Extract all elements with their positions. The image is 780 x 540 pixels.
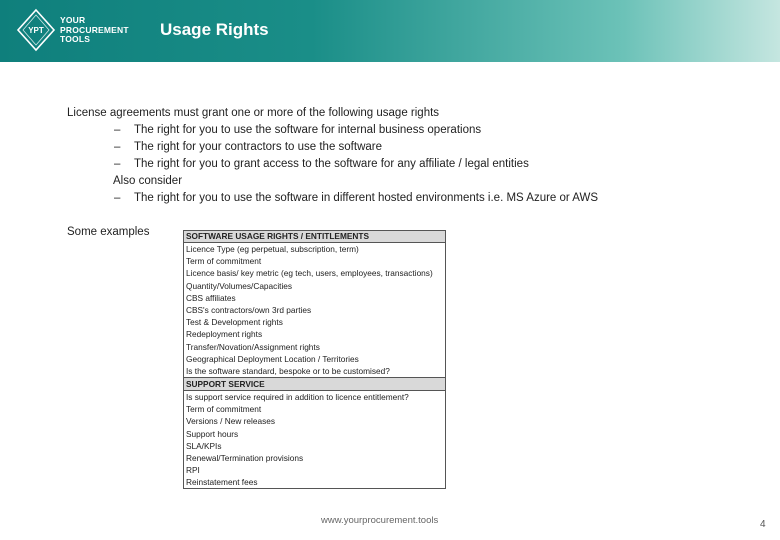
also-consider-text: Also consider: [113, 175, 183, 187]
ypt-logo-icon: [16, 8, 56, 52]
table-section-header: SOFTWARE USAGE RIGHTS / ENTITLEMENTS: [184, 231, 445, 243]
table-row: Support hours: [186, 428, 239, 439]
bullet-dash: –: [114, 124, 121, 136]
table-row: RPI: [186, 465, 200, 476]
table-row: Reinstatement fees: [186, 477, 258, 488]
bullet-dash: –: [114, 141, 121, 153]
body-text: [67, 105, 747, 207]
header-banner: [0, 0, 780, 62]
table-row: Is support service required in addition to licence entitlement?: [186, 392, 409, 403]
bullet-item: [67, 122, 747, 139]
table-row: Term of commitment: [186, 256, 262, 267]
intro-text: License agreements must grant one or more of the following usage rights: [67, 107, 440, 119]
bullet-text: The right for you to grant access to the software for any affiliate / legal entities: [134, 158, 529, 170]
table-row: Licence basis/ key metric (eg tech, users, employees, transactions): [186, 268, 433, 279]
entitlements-table: [183, 230, 446, 489]
table-row: Licence Type (eg perpetual, subscription, term): [186, 244, 359, 254]
examples-label: Some examples: [67, 226, 150, 238]
table-row: Test & Development rights: [186, 317, 283, 328]
page-title: Usage Rights: [160, 20, 269, 39]
table-row: SLA/KPIs: [186, 440, 222, 451]
table-row: Term of commitment: [186, 404, 262, 415]
bullet-item: [67, 190, 747, 207]
page-number: 4: [760, 519, 766, 530]
table-row: Renewal/Termination provisions: [186, 453, 304, 463]
bullet-dash: –: [114, 192, 121, 204]
bullet-item: [67, 156, 747, 173]
table-row: Quantity/Volumes/Capacities: [186, 280, 293, 291]
table-row: CBS's contractors/own 3rd parties: [186, 304, 312, 315]
footer-url: www.yourprocurement.tools: [321, 515, 439, 526]
logo: [16, 8, 129, 54]
bullet-text: The right for you to use the software for internal business operations: [134, 124, 482, 136]
bullet-text: The right for you to use the software in different hosted environments i.e. MS Azure or AWS: [134, 192, 599, 204]
bullet-dash: –: [114, 158, 121, 170]
table-section-header: SUPPORT SERVICE: [184, 377, 445, 391]
logo-wordmark: [60, 16, 129, 45]
logo-line: PROCUREMENT: [60, 24, 129, 35]
logo-line: TOOLS: [60, 34, 91, 44]
table-row: Transfer/Novation/Assignment rights: [186, 341, 320, 352]
table-row: Is the software standard, bespoke or to be customised?: [186, 365, 390, 376]
table-row: Redeployment rights: [186, 329, 263, 340]
logo-line: YOUR: [60, 15, 86, 25]
table-row: CBS affiliates: [186, 292, 236, 303]
bullet-text: The right for your contractors to use the software: [134, 141, 383, 153]
table-row: Geographical Deployment Location / Territories: [186, 353, 359, 364]
table-row: Versions / New releases: [186, 416, 276, 427]
bullet-item: [67, 139, 747, 156]
logo-mark-text: YPT: [28, 26, 44, 35]
